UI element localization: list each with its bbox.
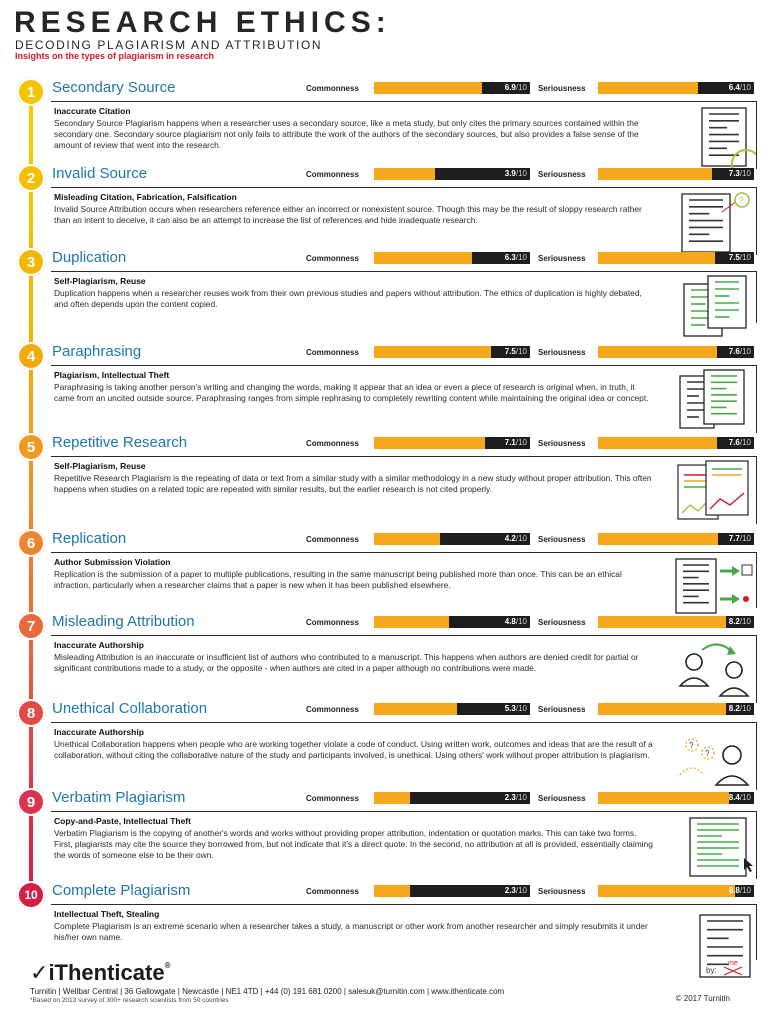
section-subheading: Inaccurate Citation: [54, 106, 131, 116]
seriousness-bar: [598, 252, 754, 264]
section-subheading: Intellectual Theft, Stealing: [54, 909, 160, 919]
manuscript-submission-icon: [672, 555, 756, 623]
paraphrased-documents-icon: [672, 368, 756, 436]
seriousness-bar-fill: [598, 346, 717, 358]
section-title: Paraphrasing: [52, 343, 142, 360]
document-magnifier-icon: [672, 104, 756, 172]
seriousness-value: 7.5/10: [728, 253, 751, 262]
commonness-bar-fill: [374, 346, 491, 358]
footer-address: Turnitin | Wellbar Central | 36 Gallowgate | Newcastle | NE1 4TD | +44 (0) 191 681 0200 | salesuk@turnitin.com | www.ithenticate.com: [30, 987, 505, 996]
section-divider-edge: [756, 722, 757, 790]
section-divider-edge: [756, 101, 757, 169]
commonness-label: Commonness: [306, 170, 359, 179]
survey-note: *Based on 2013 survey of 300+ research scientists from 50 countries: [30, 997, 229, 1004]
section-subheading: Misleading Citation, Fabrication, Falsification: [54, 192, 237, 202]
page-title: RESEARCH ETHICS:: [14, 6, 391, 39]
svg-text:?: ?: [739, 196, 744, 205]
svg-text:?: ?: [689, 741, 694, 750]
section-divider: [51, 101, 757, 102]
commonness-value: 7.1/10: [504, 438, 527, 447]
section-number: 8: [17, 699, 45, 727]
section-number: 5: [17, 433, 45, 461]
seriousness-label: Seriousness: [538, 439, 586, 448]
section-description: Repetitive Research Plagiarism is the repeating of data or text from a similar study with a similar methodology in a new study without proper attribution. This often happens when studies on a related topic are repeated with similar results, but the earlier research is not cited properly.: [54, 473, 652, 494]
section-title: Misleading Attribution: [52, 613, 195, 630]
seriousness-value: 8.2/10: [728, 617, 751, 626]
seriousness-bar-fill: [598, 168, 712, 180]
commonness-label: Commonness: [306, 84, 359, 93]
section-subheading: Inaccurate Authorship: [54, 727, 144, 737]
section-subheading: Copy-and-Paste, Intellectual Theft: [54, 816, 191, 826]
section-title: Repetitive Research: [52, 434, 188, 451]
section-divider: [51, 271, 757, 272]
commonness-label: Commonness: [306, 348, 359, 357]
section-number: 7: [17, 612, 45, 640]
commonness-bar: [374, 252, 530, 264]
section-subheading: Author Submission Violation: [54, 557, 171, 567]
section-divider: [51, 187, 757, 188]
seriousness-bar: [598, 346, 754, 358]
collaborators-icon: [672, 725, 756, 793]
section-subheading: Self-Plagiarism, Reuse: [54, 276, 146, 286]
seriousness-bar-fill: [598, 437, 717, 449]
section-number: 1: [17, 78, 45, 106]
commonness-bar-fill: [374, 168, 435, 180]
commonness-bar-fill: [374, 792, 410, 804]
commonness-value: 5.3/10: [504, 704, 527, 713]
logo-mark: ®: [164, 961, 171, 970]
section-divider-edge: [756, 187, 757, 255]
section-divider-edge: [756, 365, 757, 433]
section-number: 9: [17, 788, 45, 816]
seriousness-bar: [598, 168, 754, 180]
commonness-bar: [374, 346, 530, 358]
commonness-bar-fill: [374, 82, 482, 94]
section-description: Replication is the submission of a paper to multiple publications, resulting in the same manuscript being published more than once. This can be an ethical infraction, particularly when a researcher claims that a paper is new when it has been published elsewhere.: [54, 569, 622, 590]
section-divider-edge: [756, 456, 757, 524]
section-description: Paraphrasing is taking another person's writing and changing the words, making it appear that an idea or even a piece of research is original when, in truth, it came from an uncited outside source. Paraphrasing ranges from simple rephrasing to completely rewriting content while maintaining the original idea or concept.: [54, 382, 649, 403]
seriousness-bar-fill: [598, 885, 735, 897]
section-title: Secondary Source: [52, 79, 176, 96]
section-divider-edge: [756, 635, 757, 703]
commonness-value: 7.5/10: [504, 347, 527, 356]
section-description: Invalid Source Attribution occurs when researchers reference either an incorrect or nonexistent source. Though this may be the result of sloppy research rather than an intent to deceive, it can also be an attempt to increase the list of references and hide inadequate research.: [54, 204, 642, 225]
section-divider: [51, 365, 757, 366]
commonness-label: Commonness: [306, 439, 359, 448]
section-description: Complete Plagiarism is an extreme scenario when a researcher takes a study, a manuscript or other work from another researcher and simply resubmits it under his/her own name.: [54, 921, 648, 942]
seriousness-bar: [598, 437, 754, 449]
section-title: Replication: [52, 530, 127, 547]
section-number: 4: [17, 342, 45, 370]
commonness-bar: [374, 616, 530, 628]
section-title: Duplication: [52, 249, 127, 266]
document-question-icon: [672, 190, 756, 258]
logo-text: iThenticate: [48, 960, 165, 985]
copied-text-icon: [672, 814, 756, 882]
seriousness-bar: [598, 533, 754, 545]
seriousness-bar: [598, 792, 754, 804]
section-divider: [51, 904, 757, 905]
commonness-bar: [374, 792, 530, 804]
commonness-bar: [374, 82, 530, 94]
seriousness-bar: [598, 885, 754, 897]
page-subtitle: DECODING PLAGIARISM AND ATTRIBUTION: [15, 38, 323, 52]
authors-swap-icon: [672, 638, 756, 706]
svg-text:by:: by:: [706, 966, 717, 975]
section-divider-edge: [756, 904, 757, 960]
seriousness-label: Seriousness: [538, 535, 586, 544]
seriousness-bar: [598, 703, 754, 715]
seriousness-value: 7.6/10: [728, 347, 751, 356]
seriousness-value: 8.2/10: [728, 704, 751, 713]
seriousness-bar-fill: [598, 792, 729, 804]
section-subheading: Plagiarism, Intellectual Theft: [54, 370, 170, 380]
seriousness-label: Seriousness: [538, 348, 586, 357]
seriousness-bar-fill: [598, 82, 698, 94]
section-description: Duplication happens when a researcher reuses work from their own previous studies and papers without attribution. The ethics of duplication is highly debated, and often depends upon the content copied.: [54, 288, 642, 309]
seriousness-label: Seriousness: [538, 887, 586, 896]
seriousness-label: Seriousness: [538, 84, 586, 93]
section-divider-edge: [756, 811, 757, 879]
seriousness-bar: [598, 616, 754, 628]
seriousness-label: Seriousness: [538, 618, 586, 627]
section-description: Unethical Collaboration happens when people who are working together violate a code of conduct. Using written work, outcomes and ideas that are the result of a collaboration, without citing the collaborative nature of the study and participants involved, is unethical. Using others' work without proper attribution is plagiarism.: [54, 739, 653, 760]
commonness-label: Commonness: [306, 254, 359, 263]
commonness-label: Commonness: [306, 535, 359, 544]
commonness-value: 4.8/10: [504, 617, 527, 626]
timeline-line: [29, 95, 33, 895]
section-title: Verbatim Plagiarism: [52, 789, 186, 806]
repeated-charts-icon: [672, 459, 756, 527]
section-title: Unethical Collaboration: [52, 700, 208, 717]
seriousness-label: Seriousness: [538, 170, 586, 179]
section-divider: [51, 811, 757, 812]
section-divider: [51, 552, 757, 553]
commonness-bar: [374, 437, 530, 449]
section-description: Secondary Source Plagiarism happens when a researcher uses a secondary source, like a meta study, but only cites the primary sources contained within the secondary one. Secondary source plagiarism not only fails to attribute the work of the authors of the secondary sources, but also provides a false sense of the amount of review that went into the research.: [54, 118, 639, 150]
seriousness-bar-fill: [598, 703, 726, 715]
commonness-value: 2.3/10: [504, 793, 527, 802]
svg-text:me: me: [728, 960, 738, 967]
section-divider: [51, 456, 757, 457]
section-divider-edge: [756, 271, 757, 323]
seriousness-value: 7.7/10: [728, 534, 751, 543]
commonness-bar: [374, 168, 530, 180]
commonness-label: Commonness: [306, 887, 359, 896]
commonness-bar: [374, 533, 530, 545]
commonness-bar: [374, 703, 530, 715]
copyright: © 2017 Turnitin: [675, 994, 730, 1003]
seriousness-bar-fill: [598, 252, 715, 264]
section-subheading: Inaccurate Authorship: [54, 640, 144, 650]
ithenticate-logo[interactable]: [30, 962, 170, 984]
commonness-bar-fill: [374, 703, 457, 715]
byline-document-icon: [672, 913, 756, 981]
section-description: Misleading Attribution is an inaccurate or insufficient list of authors who contributed to a manuscript. This happens when authors are denied credit for partial or significant contributions made to a study, or the opposite - when authors are cited in a paper although no contributions were made.: [54, 652, 639, 673]
commonness-label: Commonness: [306, 618, 359, 627]
seriousness-label: Seriousness: [538, 705, 586, 714]
commonness-value: 4.2/10: [504, 534, 527, 543]
commonness-bar-fill: [374, 533, 440, 545]
duplicate-documents-icon: [672, 274, 756, 342]
seriousness-value: 6.4/10: [728, 83, 751, 92]
page-tagline: Insights on the types of plagiarism in research: [15, 51, 215, 61]
commonness-value: 6.3/10: [504, 253, 527, 262]
section-number: 3: [17, 248, 45, 276]
section-number: 6: [17, 529, 45, 557]
commonness-bar-fill: [374, 616, 449, 628]
section-number: 2: [17, 164, 45, 192]
section-title: Invalid Source: [52, 165, 148, 182]
seriousness-value: 8.8/10: [728, 886, 751, 895]
check-mark-icon: ✓: [30, 960, 49, 985]
section-divider: [51, 635, 757, 636]
commonness-bar-fill: [374, 885, 410, 897]
section-title: Complete Plagiarism: [52, 882, 191, 899]
commonness-bar-fill: [374, 437, 485, 449]
section-divider-edge: [756, 552, 757, 608]
commonness-bar-fill: [374, 252, 472, 264]
section-number: 10: [17, 881, 45, 909]
commonness-value: 6.9/10: [504, 83, 527, 92]
commonness-label: Commonness: [306, 794, 359, 803]
commonness-label: Commonness: [306, 705, 359, 714]
seriousness-bar: [598, 82, 754, 94]
commonness-value: 2.3/10: [504, 886, 527, 895]
seriousness-value: 8.4/10: [728, 793, 751, 802]
seriousness-bar-fill: [598, 616, 726, 628]
seriousness-bar-fill: [598, 533, 718, 545]
commonness-bar: [374, 885, 530, 897]
seriousness-label: Seriousness: [538, 254, 586, 263]
seriousness-value: 7.6/10: [728, 438, 751, 447]
seriousness-value: 7.3/10: [728, 169, 751, 178]
section-divider: [51, 722, 757, 723]
section-description: Verbatim Plagiarism is the copying of another's words and works without providing proper attribution, indentation or quotation marks. This can take two forms. First, plagiarists may cite the source they borrowed from, but not indicate that it's a direct quote. In the second, no attribution at all is provided, essentially claiming the words of someone else to be their own.: [54, 828, 653, 860]
seriousness-label: Seriousness: [538, 794, 586, 803]
section-subheading: Self-Plagiarism, Reuse: [54, 461, 146, 471]
svg-text:?: ?: [705, 749, 710, 758]
commonness-value: 3.9/10: [504, 169, 527, 178]
